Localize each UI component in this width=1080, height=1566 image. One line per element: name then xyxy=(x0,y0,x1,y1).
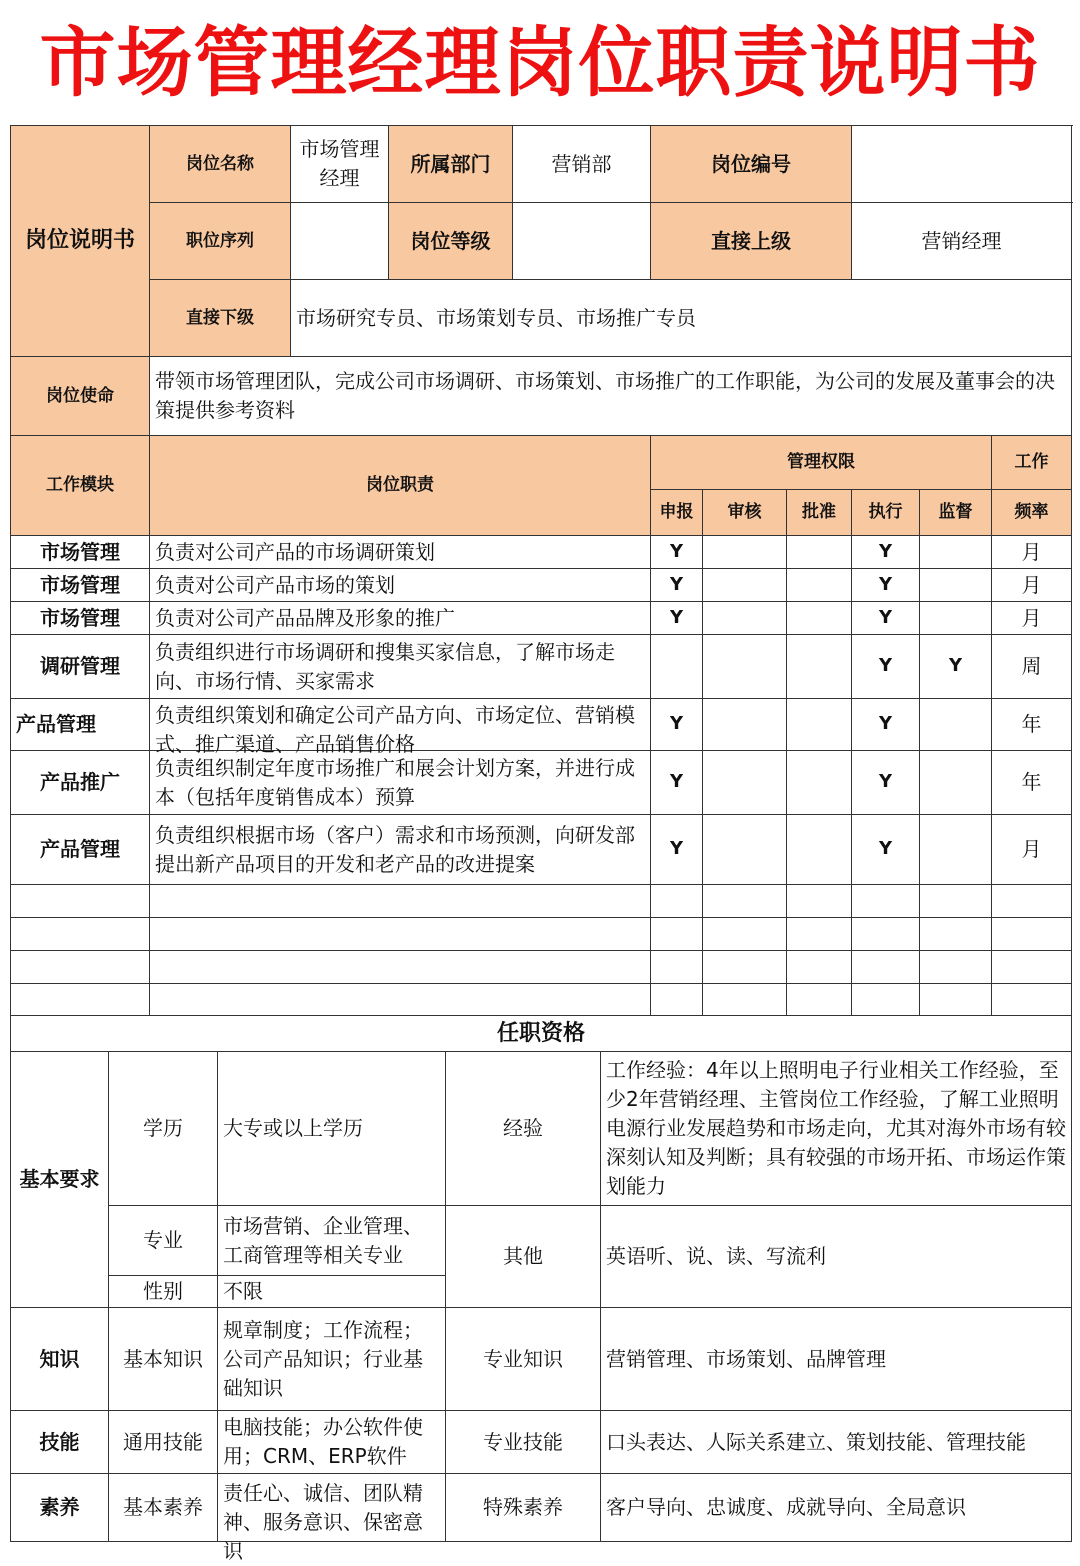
duty-row xyxy=(11,751,1072,815)
qualifications-table xyxy=(10,1015,1072,1563)
duty-text: 负责组织策划和确定公司产品方向、市场定位、营销模式、推广渠道、产品销售价格 xyxy=(150,699,651,751)
mission-text: 带领市场管理团队，完成公司市场调研、市场策划、市场推广的工作职能，为公司的发展及董事会的决策提供参考资料 xyxy=(150,357,1072,436)
duty-frequency: 年 xyxy=(992,751,1072,815)
duty-frequency: 月 xyxy=(992,602,1072,635)
job-sequence-value xyxy=(291,203,389,280)
duty-report: Y xyxy=(651,536,703,569)
authority-header: 管理权限 xyxy=(651,436,992,490)
general-skills-label: 通用技能 xyxy=(109,1411,218,1474)
duty-execute: Y xyxy=(852,751,920,815)
professional-skills-value: 口头表达、人际关系建立、策划技能、管理技能 xyxy=(601,1411,1072,1474)
duty-execute: Y xyxy=(852,569,920,602)
job-description-table xyxy=(10,125,1072,1016)
job-level-label: 岗位等级 xyxy=(389,203,513,280)
empty-row xyxy=(11,885,1072,918)
duty-row xyxy=(11,699,1072,751)
superior-label: 直接上级 xyxy=(651,203,852,280)
duty-report xyxy=(651,635,703,699)
duty-execute: Y xyxy=(852,635,920,699)
duty-module: 产品推广 xyxy=(11,751,150,815)
department-value: 营销部 xyxy=(513,126,651,203)
job-sequence-label: 职位序列 xyxy=(150,203,291,280)
duty-report: Y xyxy=(651,569,703,602)
major-value: 市场营销、企业管理、工商管理等相关专业 xyxy=(218,1206,446,1276)
gender-value: 不限 xyxy=(218,1276,446,1308)
position-name-label: 岗位名称 xyxy=(150,126,291,203)
basic-knowledge-label: 基本知识 xyxy=(109,1308,218,1411)
professional-skills-label: 专业技能 xyxy=(446,1411,601,1474)
duty-supervise xyxy=(920,536,992,569)
basic-requirements-label: 基本要求 xyxy=(11,1052,109,1308)
mission-label: 岗位使命 xyxy=(11,357,150,436)
basic-knowledge-value: 规章制度；工作流程；公司产品知识；行业基础知识 xyxy=(218,1308,446,1411)
duty-row xyxy=(11,536,1072,569)
duty-row xyxy=(11,635,1072,699)
duty-module: 产品管理 xyxy=(11,699,150,751)
duty-review xyxy=(703,751,787,815)
duty-approve xyxy=(787,699,852,751)
duty-supervise xyxy=(920,699,992,751)
subordinates-value: 市场研究专员、市场策划专员、市场推广专员 xyxy=(291,280,1072,357)
duty-row xyxy=(11,815,1072,885)
duty-text: 负责组织制定年度市场推广和展会计划方案，并进行成本（包括年度销售成本）预算 xyxy=(150,751,651,815)
duty-review xyxy=(703,569,787,602)
professional-knowledge-value: 营销管理、市场策划、品牌管理 xyxy=(601,1308,1072,1411)
other-value: 英语听、说、读、写流利 xyxy=(601,1206,1072,1308)
duty-header: 岗位职责 xyxy=(150,436,651,536)
superior-value: 营销经理 xyxy=(852,203,1072,280)
duty-approve xyxy=(787,569,852,602)
duty-review xyxy=(703,699,787,751)
qualifications-heading: 任职资格 xyxy=(11,1016,1072,1052)
empty-row xyxy=(11,918,1072,951)
duty-row xyxy=(11,569,1072,602)
experience-value: 工作经验：4年以上照明电子行业相关工作经验，至少2年营销经理、主管岗位工作经验，了解工业照明电源行业发展趋势和市场走向，尤其对海外市场有较深刻认知及判断；具有较强的市场开拓、市场运作策划能力 xyxy=(601,1052,1072,1206)
authority-column-supervise: 监督 xyxy=(920,490,992,536)
duty-module: 市场管理 xyxy=(11,569,150,602)
education-label: 学历 xyxy=(109,1052,218,1206)
duty-text: 负责对公司产品市场的策划 xyxy=(150,569,651,602)
professional-knowledge-label: 专业知识 xyxy=(446,1308,601,1411)
page-title: 市场管理经理岗位职责说明书 xyxy=(39,18,1041,107)
empty-row xyxy=(11,951,1072,984)
other-label: 其他 xyxy=(446,1206,601,1308)
position-number-label: 岗位编号 xyxy=(651,126,852,203)
duty-review xyxy=(703,815,787,885)
duty-module: 调研管理 xyxy=(11,635,150,699)
duty-supervise xyxy=(920,569,992,602)
frequency-header-bottom: 频率 xyxy=(992,490,1072,536)
general-skills-value: 电脑技能；办公软件使用；CRM、ERP软件 xyxy=(218,1411,446,1474)
duty-execute: Y xyxy=(852,602,920,635)
duty-frequency: 月 xyxy=(992,815,1072,885)
duty-frequency: 月 xyxy=(992,536,1072,569)
education-value: 大专或以上学历 xyxy=(218,1052,446,1206)
knowledge-label: 知识 xyxy=(11,1308,109,1411)
basic-qualities-value: 责任心、诚信、团队精神、服务意识、保密意识 xyxy=(218,1474,446,1542)
position-number-value xyxy=(852,126,1072,203)
frequency-header-top: 工作 xyxy=(992,436,1072,490)
subordinates-label: 直接下级 xyxy=(150,280,291,357)
duty-review xyxy=(703,602,787,635)
gender-label: 性别 xyxy=(109,1276,218,1308)
duty-row xyxy=(11,602,1072,635)
duty-approve xyxy=(787,815,852,885)
duty-report: Y xyxy=(651,815,703,885)
module-header: 工作模块 xyxy=(11,436,150,536)
major-label: 专业 xyxy=(109,1206,218,1276)
duty-report: Y xyxy=(651,602,703,635)
duty-text: 负责组织进行市场调研和搜集买家信息，了解市场走向、市场行情、买家需求 xyxy=(150,635,651,699)
skills-label: 技能 xyxy=(11,1411,109,1474)
empty-row xyxy=(11,984,1072,1016)
duty-supervise xyxy=(920,602,992,635)
qualities-label: 素养 xyxy=(11,1474,109,1542)
position-name-value: 市场管理经理 xyxy=(291,126,389,203)
duty-text: 负责对公司产品的市场调研策划 xyxy=(150,536,651,569)
authority-column-execute: 执行 xyxy=(852,490,920,536)
duty-report: Y xyxy=(651,751,703,815)
duty-report: Y xyxy=(651,699,703,751)
duty-review xyxy=(703,635,787,699)
special-qualities-value: 客户导向、忠诚度、成就导向、全局意识 xyxy=(601,1474,1072,1542)
duty-execute: Y xyxy=(852,699,920,751)
duty-text: 负责对公司产品品牌及形象的推广 xyxy=(150,602,651,635)
duty-supervise xyxy=(920,815,992,885)
duty-frequency: 周 xyxy=(992,635,1072,699)
duty-approve xyxy=(787,536,852,569)
job-level-value xyxy=(513,203,651,280)
duty-frequency: 年 xyxy=(992,699,1072,751)
duty-supervise xyxy=(920,751,992,815)
experience-label: 经验 xyxy=(446,1052,601,1206)
section-label: 岗位说明书 xyxy=(11,126,150,357)
basic-qualities-label: 基本素养 xyxy=(109,1474,218,1542)
duty-text: 负责组织根据市场（客户）需求和市场预测，向研发部提出新产品项目的开发和老产品的改进提案 xyxy=(150,815,651,885)
authority-column-approve: 批准 xyxy=(787,490,852,536)
duty-frequency: 月 xyxy=(992,569,1072,602)
duty-approve xyxy=(787,635,852,699)
authority-column-review: 审核 xyxy=(703,490,787,536)
duty-approve xyxy=(787,602,852,635)
duty-execute: Y xyxy=(852,536,920,569)
special-qualities-label: 特殊素养 xyxy=(446,1474,601,1542)
duty-module: 市场管理 xyxy=(11,536,150,569)
department-label: 所属部门 xyxy=(389,126,513,203)
duty-module: 产品管理 xyxy=(11,815,150,885)
authority-column-report: 申报 xyxy=(651,490,703,536)
duty-execute: Y xyxy=(852,815,920,885)
duty-review xyxy=(703,536,787,569)
duty-supervise: Y xyxy=(920,635,992,699)
duty-module: 市场管理 xyxy=(11,602,150,635)
duty-approve xyxy=(787,751,852,815)
